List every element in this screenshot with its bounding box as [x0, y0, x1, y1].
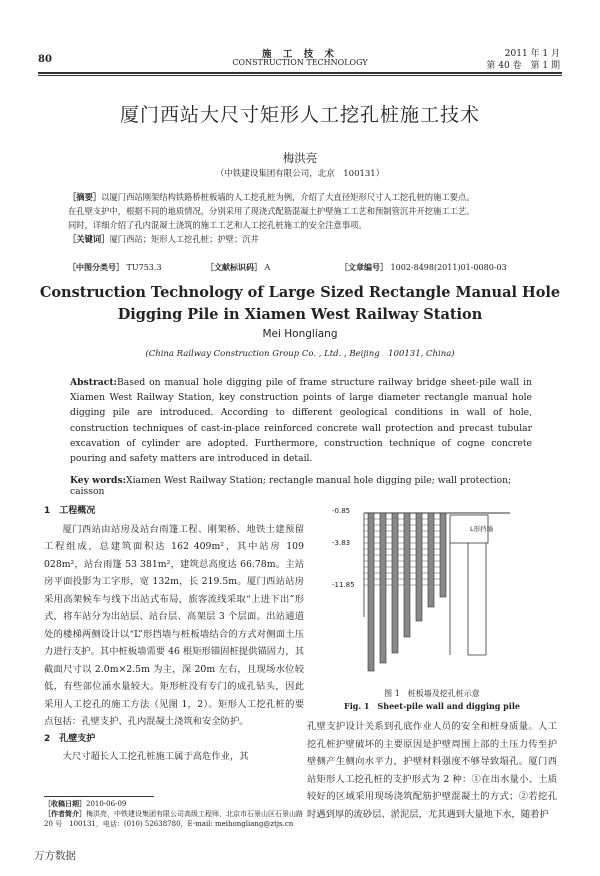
affiliation-en: (China Railway Construction Group Co. , Ltd. , Beijing 100131, China) [145, 349, 455, 359]
abstract-en [70, 375, 532, 466]
abstract-cn [68, 190, 536, 246]
abstract-en-label: Abstract: [70, 377, 117, 388]
section1-heading: 1 工程概况 [44, 506, 96, 516]
issue-volume: 第 40 卷 第 1 期 [486, 61, 560, 71]
watermark: 万方数据 [34, 850, 76, 862]
journal-title-cn: 施 工 技 术 [262, 49, 338, 60]
keywords-cn: 厦门西站；矩形人工挖孔桩；护壁；沉井 [109, 234, 259, 244]
article-number: ［文章编号］ 1002-8498(2011)01-0080-03 [340, 262, 507, 272]
keywords-cn-label: ［关键词］ [68, 234, 110, 244]
figure-sheet-pile-wall [330, 505, 530, 683]
affiliation-cn: （中铁建设集团有限公司，北京 100131） [215, 169, 385, 179]
section2-heading: 2 孔壁支护 [44, 733, 96, 744]
figure-caption-cn: 图 1 桩板墙及挖孔桩示意 [384, 689, 480, 698]
figure-caption-en: Fig. 1 Sheet-pile wall and digging pile [344, 701, 520, 711]
title-cn: 厦门西站大尺寸矩形人工挖孔桩施工技术 [119, 104, 480, 126]
left-column [44, 503, 304, 766]
doc-code: ［文献标识码］ A [206, 262, 271, 272]
title-en: Construction Technology of Large Sized Rectangle Manual Hole Digging Pile in Xiamen West Railway Station [39, 284, 561, 323]
figure-label-bottom: -11.85 [332, 581, 355, 589]
right-column-paragraph: 孔壁支护设计关系到孔底作业人员的安全和桩身质量。人工挖孔桩护壁破坏的主要原因是护壁周围上部的土压力传至护壁侧产生侧向水平力，护壁材料强度不够导致塌孔。厦门西站矩形人工挖孔桩的支护形式为 2 种：①在出水量小、土质较好的区域采用现场浇筑配筋护壁混凝土的方式；②若挖孔时遇到厚的流砂层、淤泥层，尤其遇到大量地下水，随着护 [307, 721, 557, 820]
abstract-cn-line3: 同时，详细介绍了孔内混凝土浇筑的施工工艺和人工挖孔桩施工的安全注意事项。 [68, 220, 367, 230]
footnote: ［收稿日期］2010-06-09 ［作者简介］梅洪亮，中铁建设集团有限公司高级工程师，北京市石景山区石景山路 20 号 100131，电话：(010) 52638780，E-mail: meihongliang@ztjs.cn [44, 799, 303, 828]
figure-label-mid: -3.83 [332, 539, 351, 547]
author-cn: 梅洪亮 [282, 151, 318, 165]
clc-code: ［中图分类号］ TU753.3 [68, 262, 162, 272]
figure-label-wall: L形挡墙 [470, 525, 494, 533]
page-number: 80 [38, 54, 52, 65]
journal-title-en: CONSTRUCTION TECHNOLOGY [232, 58, 368, 67]
figure-label-top: -0.85 [332, 507, 351, 515]
keywords-en: Key words:Xiamen West Railway Station; rectangle manual hole digging pile; wall protection; caisson [70, 475, 512, 497]
abstract-cn-line2: 在孔壁支护中，根据不同的地质情况，分别采用了现浇式配筋混凝土护壁施工工艺和预制管沉井开挖施工工艺。 [68, 206, 475, 216]
footnote-rule [44, 796, 154, 797]
header-rule [38, 72, 562, 74]
author-en: Mei Hongliang [262, 328, 338, 340]
header-rule-thin [38, 75, 562, 76]
abstract-cn-line1: 以厦门西站刚架结构铁路桥桩板墙的人工挖孔桩为例，介绍了大直径矩形尺寸人工挖孔桩的施工要点。 [101, 192, 475, 202]
issue-date: 2011 年 1 月 [504, 49, 560, 59]
section2-paragraph: 大尺寸超长人工挖孔桩施工属于高危作业，其 [62, 751, 249, 762]
abstract-en-text: Based on manual hole digging pile of frame structure railway bridge sheet-pile wall in Xiamen West Railway Station, key construction points of large diameter rectangle manual hole digging pile are introduced. According to different geological conditions in wall of hole, construction techniques of cast-in-place reinforced concrete wall protection and precast tubular excavation of cylinder are adopted. Furthermore, construction technique of cogne concrete pouring and safety matters are introduced in detail. [70, 377, 532, 465]
section1-paragraph: 厦门西站由站房及站台雨篷工程、刚架桥、地铁土建预留工程组成，总建筑面积达 162 409m²，其中站房 109 028m²，站台雨篷 53 381m²，建筑总高度达 66.78m。主站房平面投影为工字形，宽 132m，长 219.5m。厦门西站站房采用高架候车与线下出站式布局，旅客流线采取“上进下出”形式，将车站分为出站层、站台层、高架层 3 个层面。出站通道处的楼梯两侧设计以“L”形挡墙与桩板墙结合的方式对侧面土压力进行支护。其中桩板墙需要 46 根矩形锚固桩提供锚固力，其截面尺寸以 2.0m×2.5m 为主，深 20m 左右，且现场水位较低，有些部位涌水量较大。矩形桩没有专门的成孔钻头，因此采用人工挖孔的施工方法（见图 1，2）。矩形人工挖孔桩的要点包括：孔壁支护、孔内混凝土浇筑和安全防护。 [44, 523, 304, 727]
abstract-cn-label: ［摘要］ [68, 192, 102, 202]
